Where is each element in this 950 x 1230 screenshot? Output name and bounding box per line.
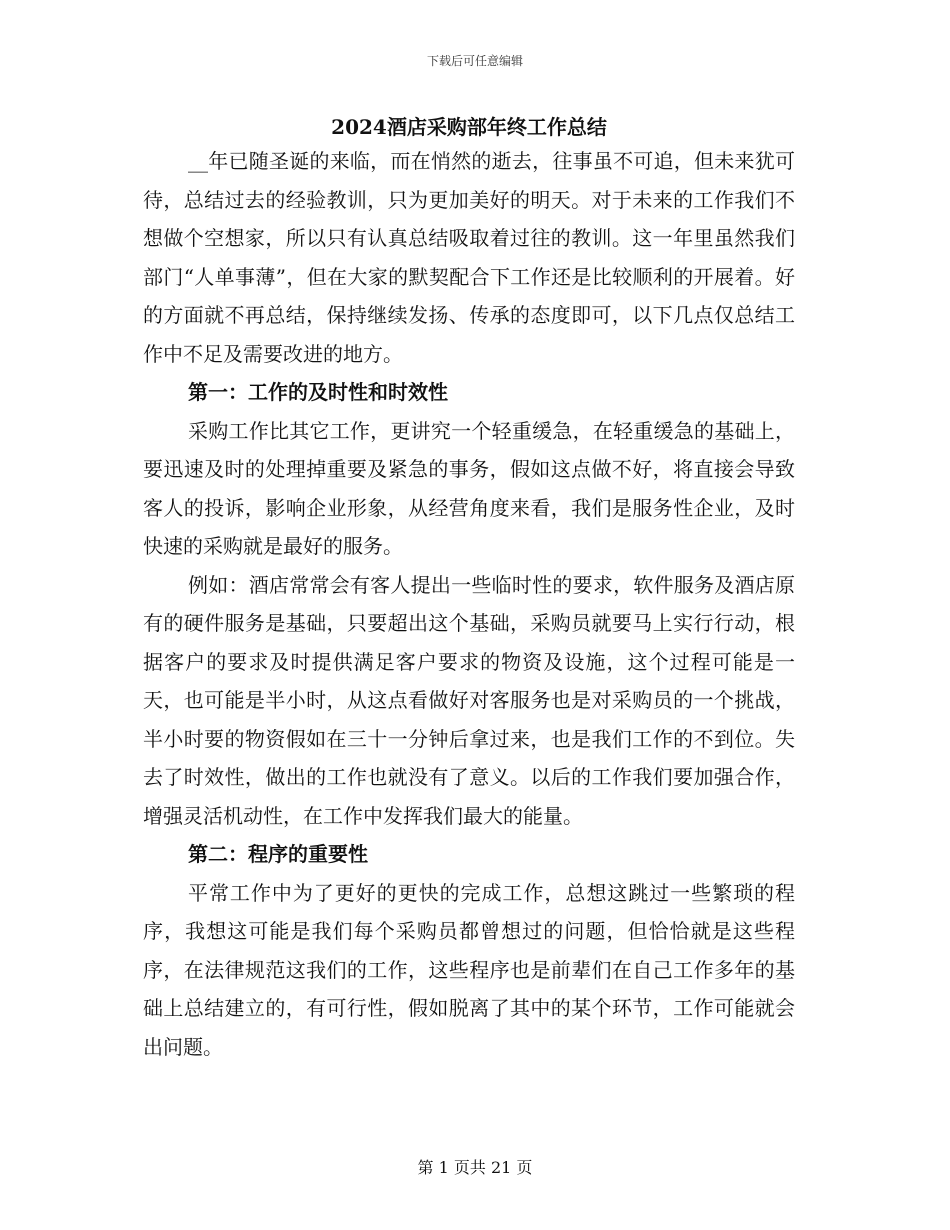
section-2-heading: 第二：程序的重要性: [188, 842, 368, 866]
intro-paragraph: __年已随圣诞的来临，而在悄然的逝去，往事虽不可追，但未来犹可待，总结过去的经验教训，只为更加美好的明天。对于未来的工作我们不想做个空想家，所以只有认真总结吸取着过往的教训。这一年里虽然我们部门“人单事薄”，但在大家的默契配合下工作还是比较顺利的开展着。好的方面就不再总结，保持继续发扬、传承的态度即可，以下几点仅总结工作中不足及需要改进的地方。: [143, 149, 795, 366]
page-number: 第 1 页共 21 页: [417, 1158, 533, 1177]
document-title: 2024酒店采购部年终工作总结: [331, 115, 607, 139]
document-page: [143, 112, 795, 1066]
section-1-paragraph-2: 例如：酒店常常会有客人提出一些临时性的要求，软件服务及酒店原有的硬件服务是基础，只要超出这个基础，采购员就要马上实行行动，根据客户的要求及时提供满足客户要求的物资及设施，这个过程可能是一天，也可能是半小时，从这点看做好对客服务也是对采购员的一个挑战，半小时要的物资假如在三十一分钟后拿过来，也是我们工作的不到位。失去了时效性，做出的工作也就没有了意义。以后的工作我们要加强合作，增强灵活机动性，在工作中发挥我们最大的能量。: [143, 572, 795, 828]
section-1-heading: 第一：工作的及时性和时效性: [188, 380, 448, 404]
header-note: 下载后可任意编辑: [426, 54, 523, 68]
section-1-paragraph-1: 采购工作比其它工作，更讲究一个轻重缓急，在轻重缓急的基础上，要迅速及时的处理掉重要及紧急的事务，假如这点做不好，将直接会导致客人的投诉，影响企业形象，从经营角度来看，我们是服务性企业，及时快速的采购就是最好的服务。: [143, 418, 795, 558]
section-2-paragraph-1: 平常工作中为了更好的更快的完成工作，总想这跳过一些繁琐的程序，我想这可能是我们每个采购员都曾想过的问题，但恰恰就是这些程序，在法律规范这我们的工作，这些程序也是前辈们在自己工作多年的基础上总结建立的，有可行性，假如脱离了其中的某个环节，工作可能就会出问题。: [143, 880, 795, 1059]
